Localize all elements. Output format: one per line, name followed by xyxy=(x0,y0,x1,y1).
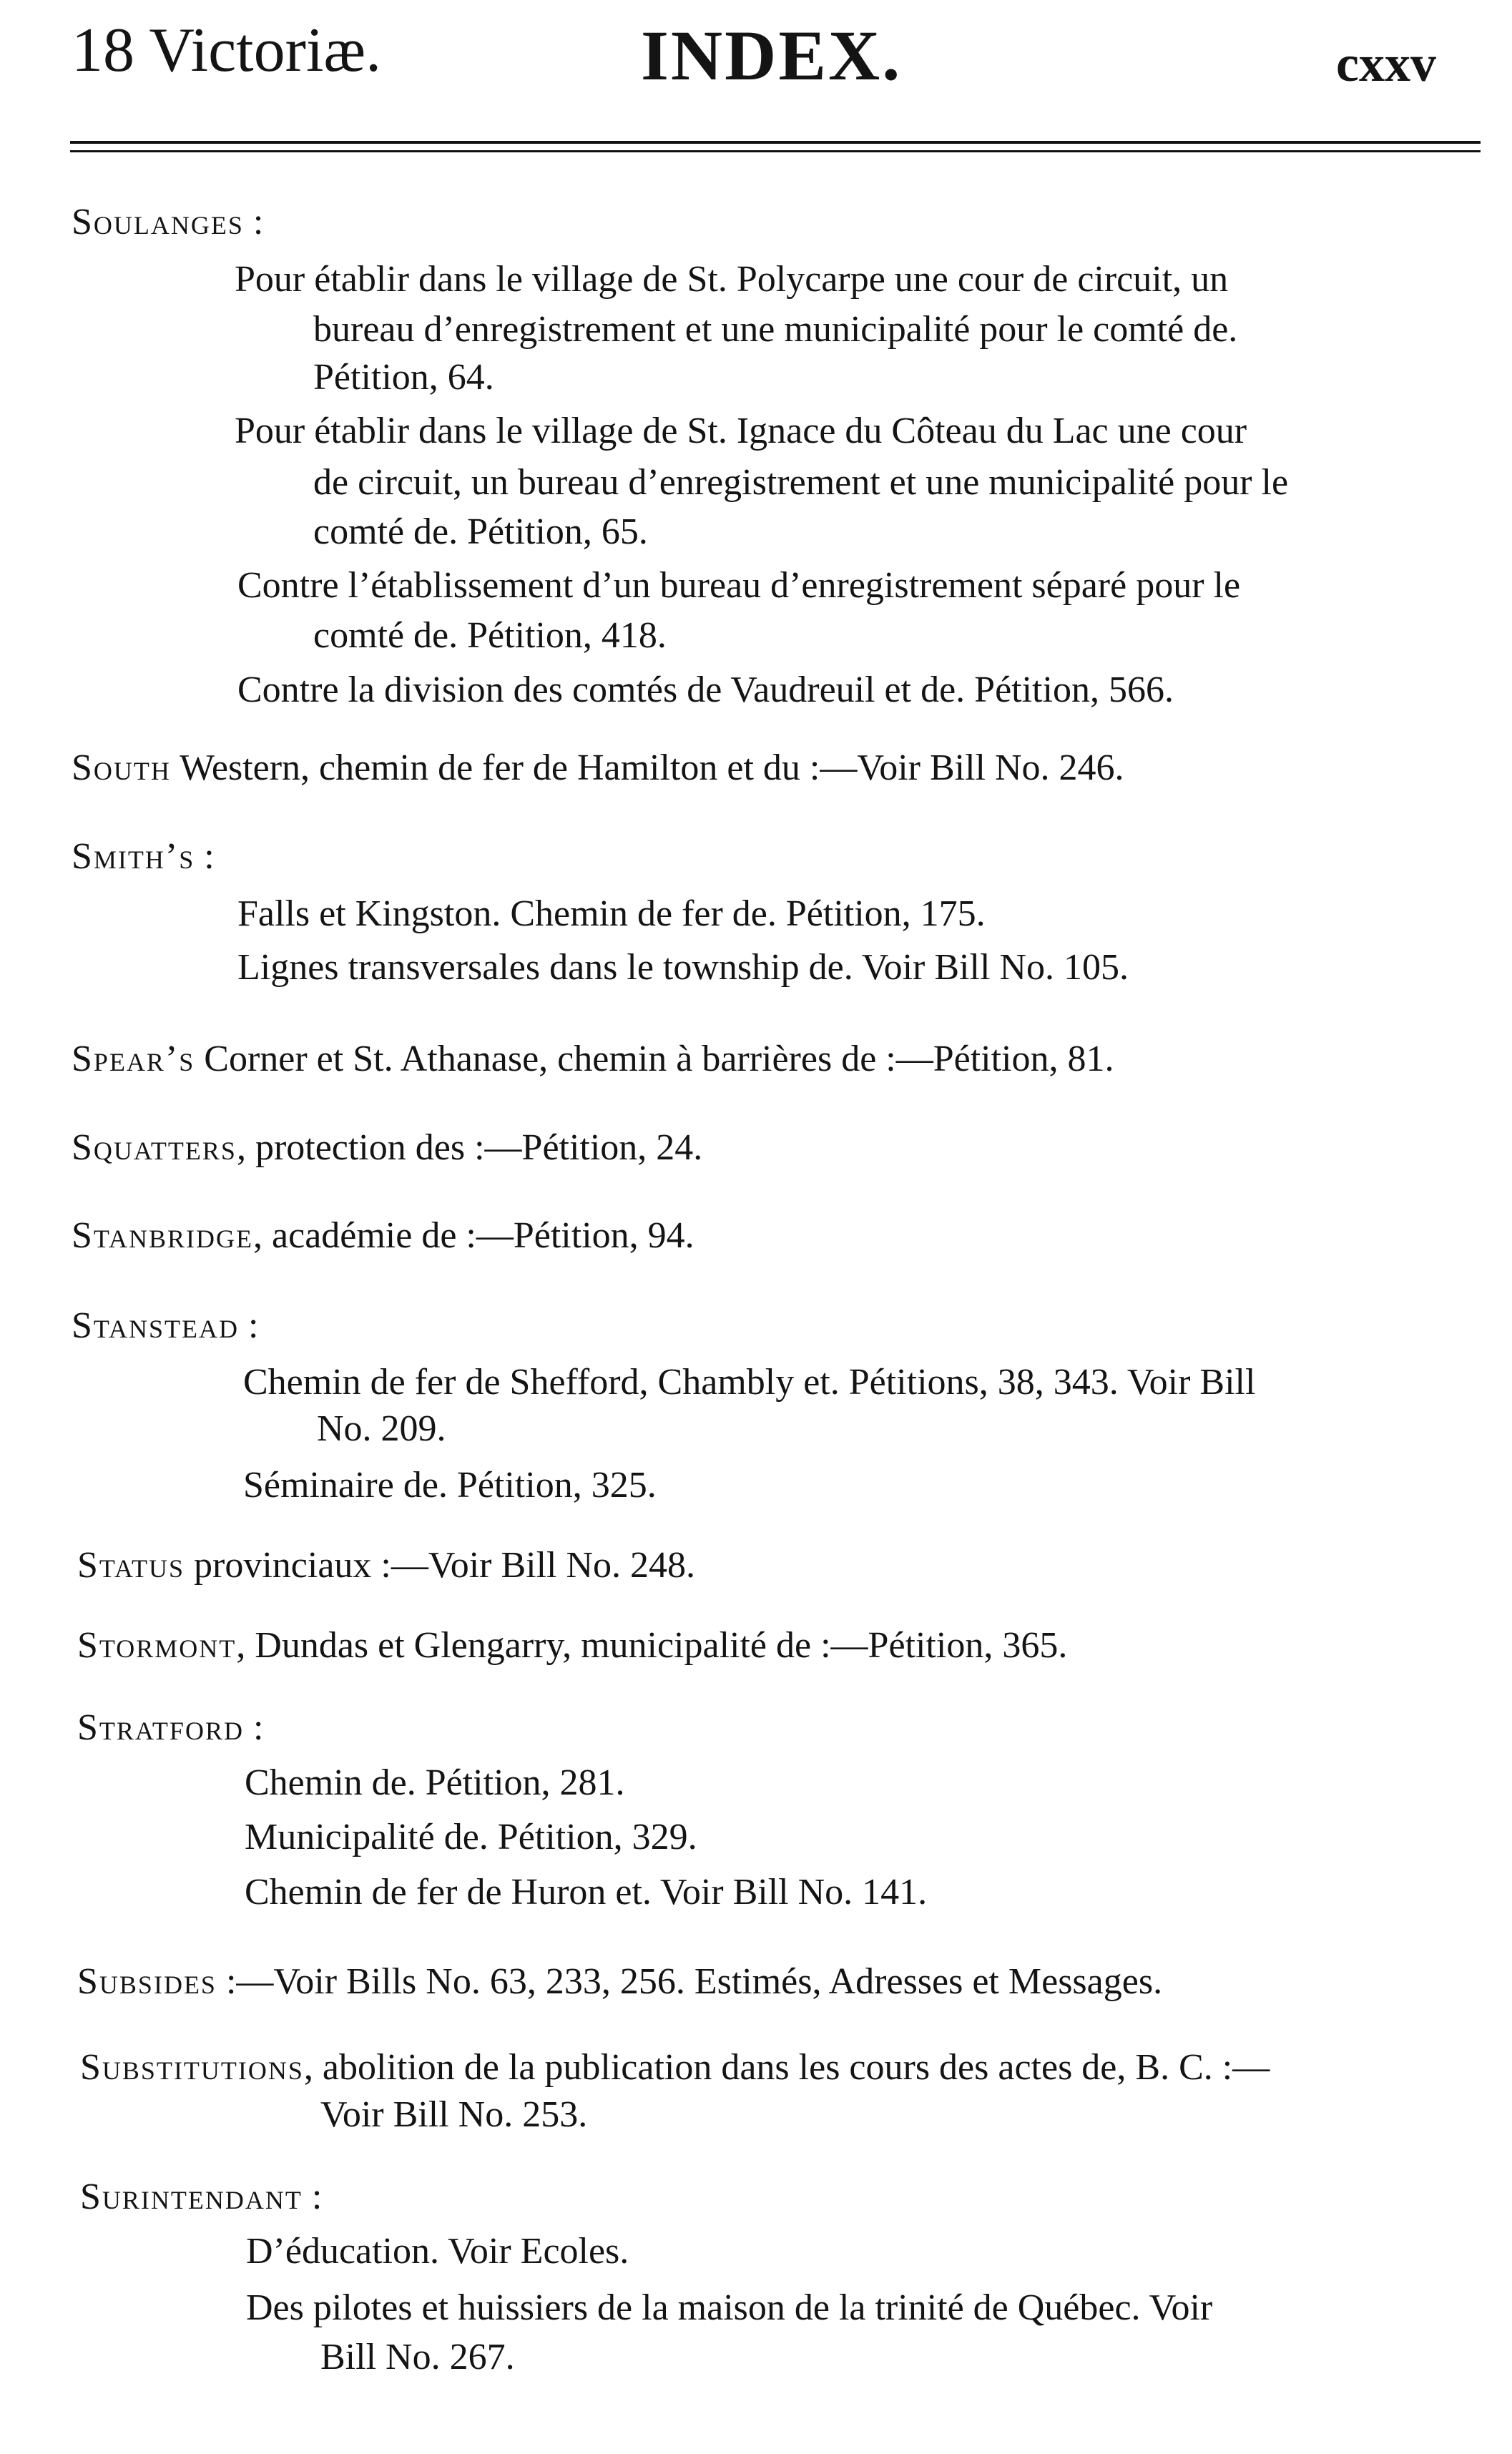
sub-entry: Pour établir dans le village de St. Polycarpe une cour de circuit, un xyxy=(235,259,1229,300)
heading-word: Stanbridge xyxy=(72,1215,254,1256)
index-heading xyxy=(77,1624,1067,1668)
continuation-line: comté de. Pétition, 418. xyxy=(313,615,667,656)
heading-rest: Corner et St. Athanase, chemin à barrières de :—Pétition, 81. xyxy=(195,1039,1114,1079)
sub-entry: Chemin de fer de Shefford, Chambly et. Pétitions, 38, 343. Voir Bill xyxy=(243,1362,1256,1403)
heading-word: Spear’s xyxy=(72,1039,195,1079)
continuation-line: bureau d’enregistrement et une municipalité pour le comté de. xyxy=(313,309,1238,350)
header-rule-top xyxy=(70,141,1481,144)
sub-entry: Pour établir dans le village de St. Ignace du Côteau du Lac une cour xyxy=(235,411,1247,451)
sub-entry: Des pilotes et huissiers de la maison de la trinité de Québec. Voir xyxy=(246,2287,1213,2328)
running-head-title: INDEX. xyxy=(641,16,903,95)
continuation-line: Pétition, 64. xyxy=(313,357,494,398)
heading-word: Squatters xyxy=(72,1127,237,1168)
heading-word: South xyxy=(72,747,171,788)
sub-entry: Lignes transversales dans le township de. Voir Bill No. 105. xyxy=(237,947,1129,988)
sub-entry: D’éducation. Voir Ecoles. xyxy=(246,2231,629,2272)
heading-rest: Western, chemin de fer de Hamilton et du :—Voir Bill No. 246. xyxy=(170,747,1124,788)
index-heading xyxy=(72,200,263,245)
page-number: cxxv xyxy=(1336,35,1436,92)
continuation-line: Voir Bill No. 253. xyxy=(320,2094,588,2135)
header-rule-bottom xyxy=(70,150,1481,152)
heading-word: Stratford xyxy=(77,1707,244,1748)
sub-entry: Contre la division des comtés de Vaudreuil et de. Pétition, 566. xyxy=(237,669,1174,710)
index-heading xyxy=(72,1304,258,1348)
heading-rest: : xyxy=(302,2176,323,2217)
index-heading xyxy=(72,1126,702,1170)
index-heading xyxy=(77,1960,1162,2004)
index-heading xyxy=(77,1543,695,1588)
heading-word: Soulanges xyxy=(72,202,244,242)
heading-rest: : xyxy=(243,1707,264,1748)
index-heading xyxy=(77,1706,263,1750)
heading-rest: : xyxy=(243,202,264,242)
heading-word: Status xyxy=(77,1545,185,1586)
heading-rest: :—Voir Bills No. 63, 233, 256. Estimés, Adresses et Messages. xyxy=(216,1961,1163,2002)
index-heading xyxy=(80,2046,1270,2090)
heading-rest: provinciaux :—Voir Bill No. 248. xyxy=(185,1545,696,1586)
continuation-line: comté de. Pétition, 65. xyxy=(313,511,648,552)
heading-word: Subsides xyxy=(77,1961,217,2002)
index-heading xyxy=(72,835,215,879)
heading-rest: , protection des :—Pétition, 24. xyxy=(236,1127,703,1168)
heading-word: Stanstead xyxy=(72,1305,240,1346)
index-heading xyxy=(72,1037,1114,1081)
heading-rest: , Dundas et Glengarry, municipalité de :—Pétition, 365. xyxy=(236,1625,1068,1666)
running-head-volume: 18 Victoriæ. xyxy=(72,16,382,85)
index-heading xyxy=(72,1214,694,1258)
sub-entry: Falls et Kingston. Chemin de fer de. Pétition, 175. xyxy=(237,893,986,934)
continuation-line: de circuit, un bureau d’enregistrement et une municipalité pour le xyxy=(313,462,1289,503)
index-heading xyxy=(80,2175,322,2219)
heading-word: Substitutions xyxy=(80,2047,304,2088)
heading-word: Smith’s xyxy=(72,836,195,877)
continuation-line: No. 209. xyxy=(317,1408,446,1449)
heading-rest: : xyxy=(239,1305,259,1346)
heading-rest: : xyxy=(195,836,215,877)
sub-entry: Séminaire de. Pétition, 325. xyxy=(243,1465,657,1506)
heading-word: Surintendant xyxy=(80,2176,303,2217)
heading-rest: , abolition de la publication dans les cours des actes de, B. C. :— xyxy=(303,2047,1270,2088)
continuation-line: Bill No. 267. xyxy=(320,2337,515,2377)
sub-entry: Chemin de fer de Huron et. Voir Bill No. 141. xyxy=(245,1872,928,1913)
sub-entry: Contre l’établissement d’un bureau d’enregistrement séparé pour le xyxy=(237,565,1241,606)
heading-rest: , académie de :—Pétition, 94. xyxy=(253,1215,694,1256)
sub-entry: Municipalité de. Pétition, 329. xyxy=(245,1817,697,1857)
heading-word: Stormont xyxy=(77,1625,237,1666)
sub-entry: Chemin de. Pétition, 281. xyxy=(245,1762,625,1803)
index-heading xyxy=(72,746,1124,790)
